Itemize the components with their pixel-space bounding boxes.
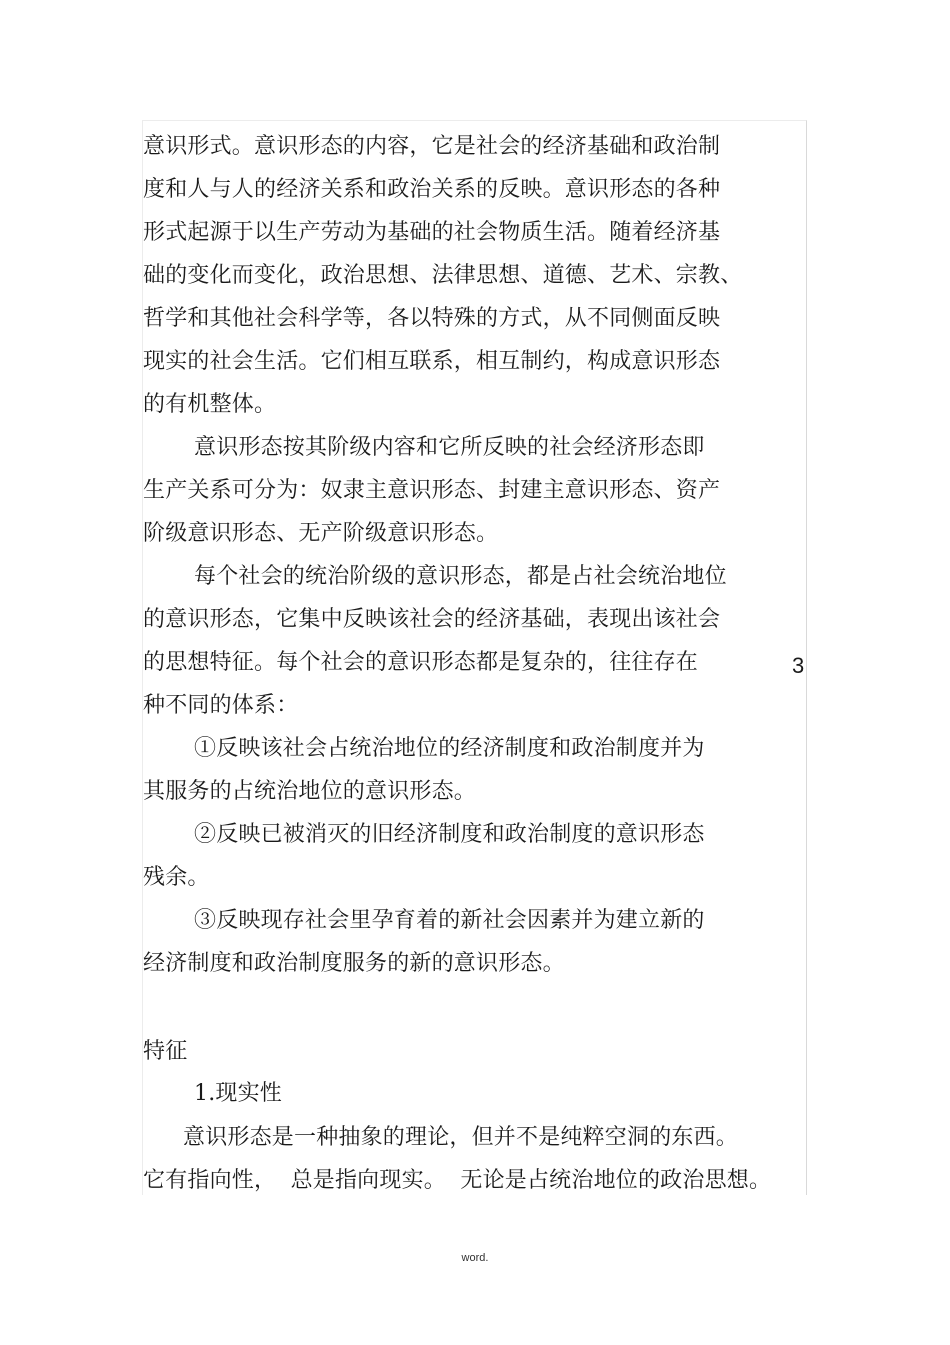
margin-number: 3 xyxy=(792,653,805,678)
paragraph-line: 础的变化而变化，政治思想、法律思想、道德、艺术、宗教、 xyxy=(143,263,743,288)
paragraph-line: 哲学和其他社会科学等，各以特殊的方式，从不同侧面反映 xyxy=(143,306,721,331)
paragraph-line: 现实的社会生活。它们相互联系，相互制约，构成意识形态 xyxy=(143,349,721,374)
section-heading: 特征 xyxy=(143,1039,188,1064)
paragraph-line: 度和人与人的经济关系和政治关系的反映。意识形态的各种 xyxy=(143,177,721,202)
list-item-line: 经济制度和政治制度服务的新的意识形态。 xyxy=(143,951,565,976)
paragraph-line: 意识形式。意识形态的内容，它是社会的经济基础和政治制 xyxy=(143,134,721,159)
paragraph-line: 种不同的体系： xyxy=(143,693,299,718)
paragraph-line: 它有指向性， 总是指向现实。 无论是占统治地位的政治思想。 xyxy=(143,1168,772,1193)
page-footer: word. xyxy=(461,1252,489,1264)
list-item-line: 残余。 xyxy=(143,865,210,890)
paragraph-line: 形式起源于以生产劳动为基础的社会物质生活。随着经济基 xyxy=(143,220,721,245)
paragraph-line: 每个社会的统治阶级的意识形态，都是占社会统治地位 xyxy=(194,564,727,589)
paragraph-line: 阶级意识形态、无产阶级意识形态。 xyxy=(143,521,499,546)
paragraph-line: 生产关系可分为：奴隶主意识形态、封建主意识形态、资产 xyxy=(143,478,721,503)
paragraph-line: 的思想特征。每个社会的意识形态都是复杂的，往往存在 xyxy=(143,650,699,675)
paragraph-line: 意识形态是一种抽象的理论，但并不是纯粹空洞的东西。 xyxy=(183,1125,739,1150)
list-item-line: ②反映已被消灭的旧经济制度和政治制度的意识形态 xyxy=(194,822,705,847)
list-item-line: ①反映该社会占统治地位的经济制度和政治制度并为 xyxy=(194,736,705,761)
paragraph-line: 意识形态按其阶级内容和它所反映的社会经济形态即 xyxy=(194,435,705,460)
subsection-heading: 1.现实性 xyxy=(194,1081,282,1106)
list-item-line: 其服务的占统治地位的意识形态。 xyxy=(143,779,477,804)
paragraph-line: 的有机整体。 xyxy=(143,392,277,417)
list-item-line: ③反映现存社会里孕育着的新社会因素并为建立新的 xyxy=(194,908,705,933)
paragraph-line: 的意识形态，它集中反映该社会的经济基础，表现出该社会 xyxy=(143,607,721,632)
